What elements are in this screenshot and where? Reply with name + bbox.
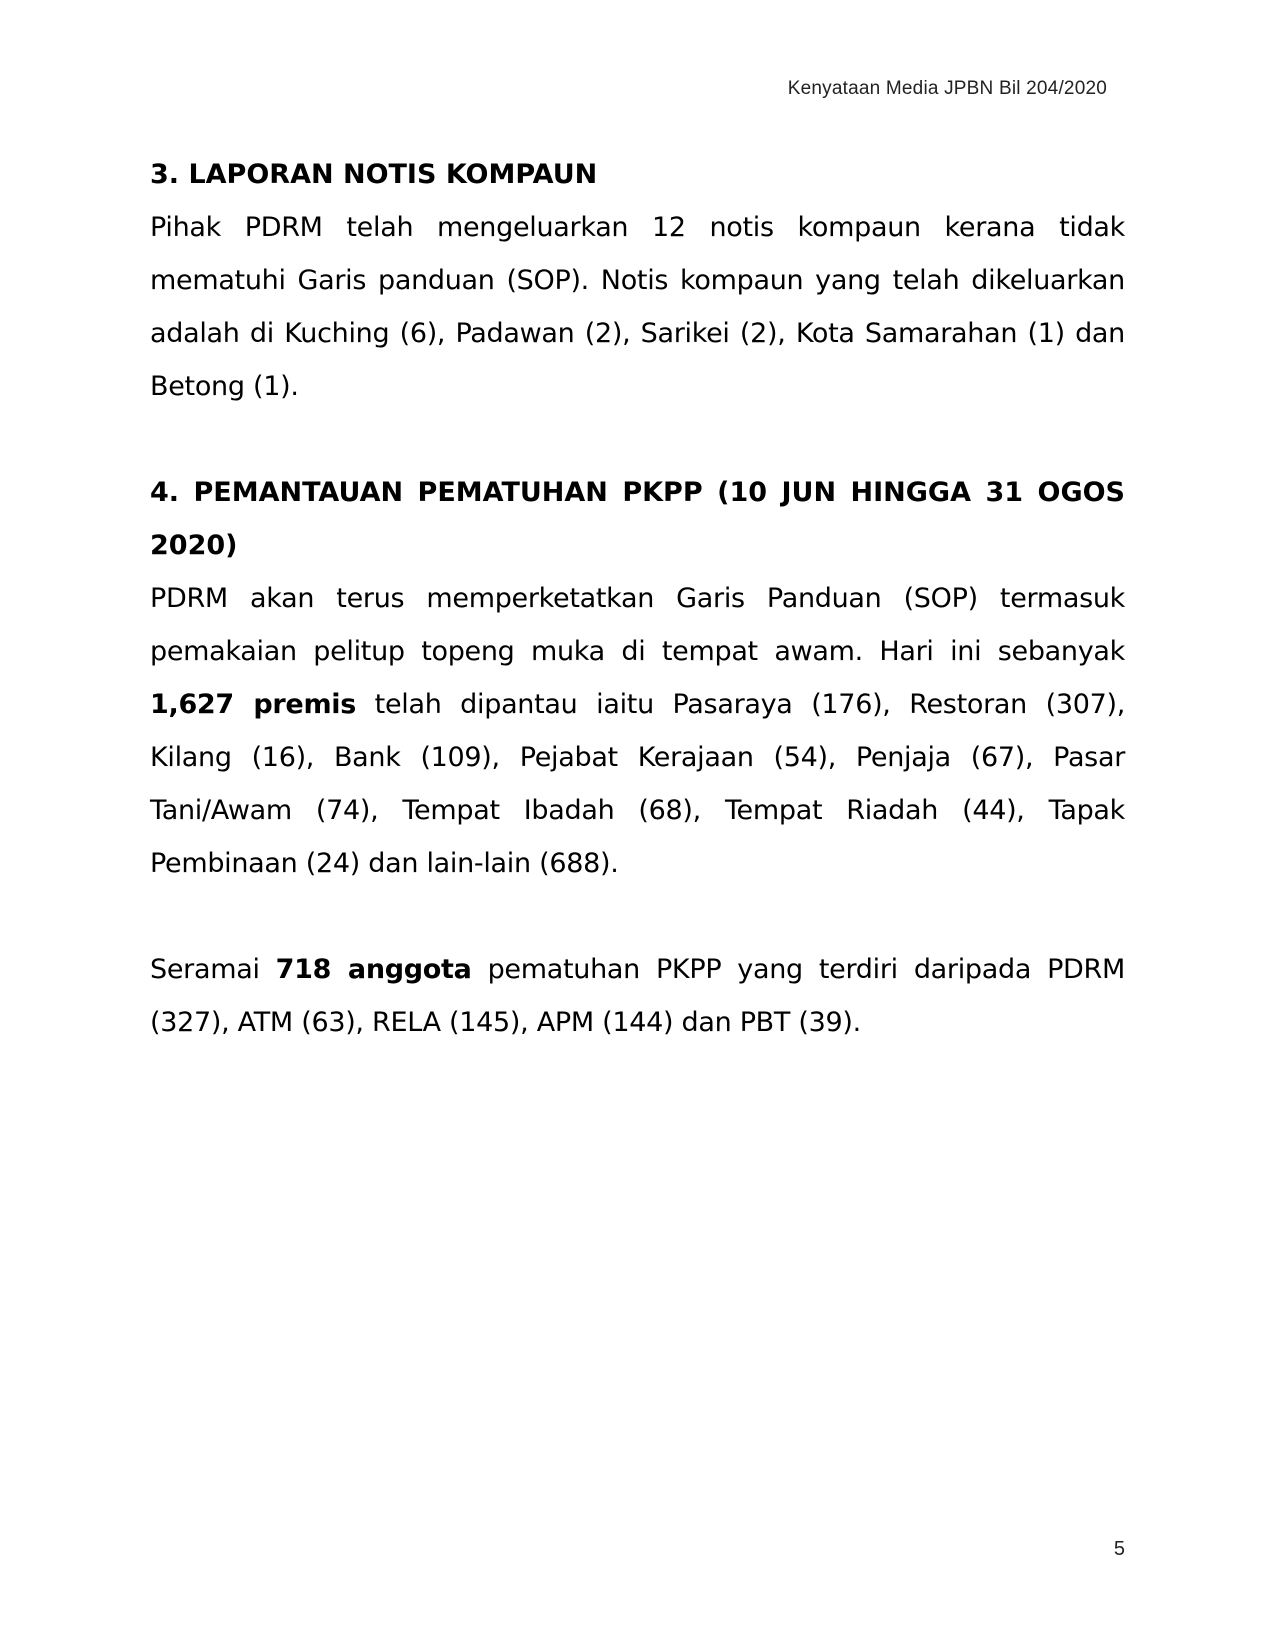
- section-spacer: [150, 413, 1125, 466]
- section-4-paragraph-2: [150, 943, 1125, 1049]
- paragraph-text: pematuhan PKPP yang terdiri daripada PDRM (327), ATM (63), RELA (145), APM (144) dan PBT (39).: [150, 954, 1125, 1038]
- section-4-heading: 4. PEMANTAUAN PEMATUHAN PKPP (10 JUN HINGGA 31 OGOS 2020): [150, 477, 1125, 561]
- paragraph-text: Seramai: [150, 954, 276, 985]
- paragraph-text: telah dipantau iaitu Pasaraya (176), Restoran (307), Kilang (16), Bank (109), Pejabat Kerajaan (54), Penjaja (67), Pasar Tani/Awam (74), Tempat Ibadah (68), Tempat Riadah (44), Tapak Pembinaan (24) dan lain-lain (688).: [150, 689, 1125, 879]
- premises-count: 1,627 premis: [150, 689, 356, 720]
- document-reference: Kenyataan Media JPBN Bil 204/2020: [787, 78, 1107, 99]
- members-count: 718 anggota: [275, 954, 472, 985]
- section-3-heading: 3. LAPORAN NOTIS KOMPAUN: [150, 159, 598, 190]
- paragraph-spacer: [150, 890, 1125, 943]
- paragraph-text: PDRM akan terus memperketatkan Garis Panduan (SOP) termasuk pemakaian pelitup topeng muka di tempat awam. Hari ini sebanyak: [150, 583, 1125, 667]
- section-4-paragraph-1: [150, 572, 1125, 890]
- document-body: [150, 148, 1125, 1049]
- section-3-paragraph: Pihak PDRM telah mengeluarkan 12 notis kompaun kerana tidak mematuhi Garis panduan (SOP). Notis kompaun yang telah dikeluarkan adalah di Kuching (6), Padawan (2), Sarikei (2), Kota Samarahan (1) dan Betong (1).: [150, 212, 1125, 402]
- page-number: 5: [1113, 1538, 1125, 1560]
